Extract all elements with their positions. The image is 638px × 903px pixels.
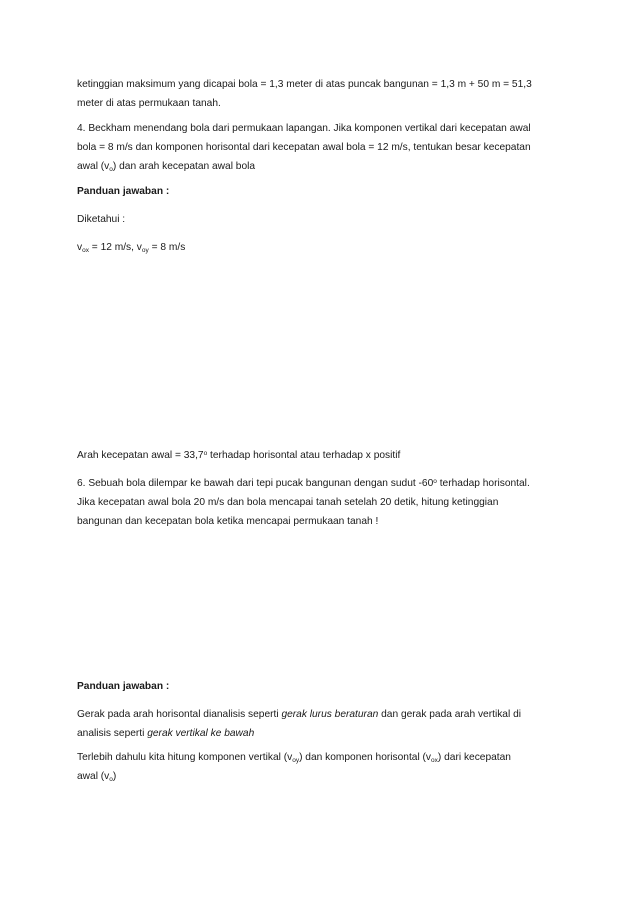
question-6 bbox=[77, 474, 561, 531]
guide-label: Panduan jawaban : bbox=[77, 681, 170, 692]
paragraph-max-height bbox=[77, 75, 561, 113]
text-line: ketinggian maksimum yang dicapai bola = 1,3 meter di atas puncak bangunan = 1,3 m + 50 m = 51,3 bbox=[77, 79, 532, 90]
question-4 bbox=[77, 119, 561, 176]
text-line: Jika kecepatan awal bola 20 m/s dan bola mencapai tanah setelah 20 detik, hitung ketinggian bbox=[77, 497, 499, 508]
text-line: bangunan dan kecepatan bola ketika mencapai permukaan tanah ! bbox=[77, 516, 379, 527]
text-line: meter di atas permukaan tanah. bbox=[77, 98, 221, 109]
text-line: awal $(v_o)$ dan arah kecepatan awal bola bbox=[77, 161, 256, 173]
text-line: 4. Beckham menendang bola dari permukaan lapangan. Jika komponen vertikal dari kecepatan awal bbox=[77, 123, 531, 134]
motion-analysis bbox=[77, 705, 561, 743]
given-values: $v_{ox} = 12$ m/s, $v_{oy} = 8$ m/s bbox=[77, 242, 186, 254]
text-line: Gerak pada arah horisontal dianalisis seperti gerak lurus beraturan dan gerak pada arah vertikal di bbox=[77, 709, 521, 720]
text-line: bola = 8 m/s dan komponen horisontal dari kecepatan awal bola = 12 m/s, tentukan besar kecepatan bbox=[77, 142, 531, 153]
direction-answer: Arah kecepatan awal = $33,7^o$ terhadap horisontal atau terhadap x positif bbox=[77, 450, 401, 461]
text-line: analisis seperti gerak vertikal ke bawah bbox=[77, 728, 255, 739]
guide-label: Panduan jawaban : bbox=[77, 186, 170, 197]
text-line: Terlebih dahulu kita hitung komponen vertikal $(v_{oy})$ dan komponen horisontal $(v_{ox})$ dari kecepatan bbox=[77, 752, 511, 764]
text-line: 6. Sebuah bola dilempar ke bawah dari tepi pucak bangunan dengan sudut -60$^o$ terhadap horisontal. bbox=[77, 478, 530, 489]
text-line: awal $(v_o)$ bbox=[77, 771, 117, 783]
components-paragraph bbox=[77, 748, 561, 786]
known-label: Diketahui : bbox=[77, 214, 126, 225]
